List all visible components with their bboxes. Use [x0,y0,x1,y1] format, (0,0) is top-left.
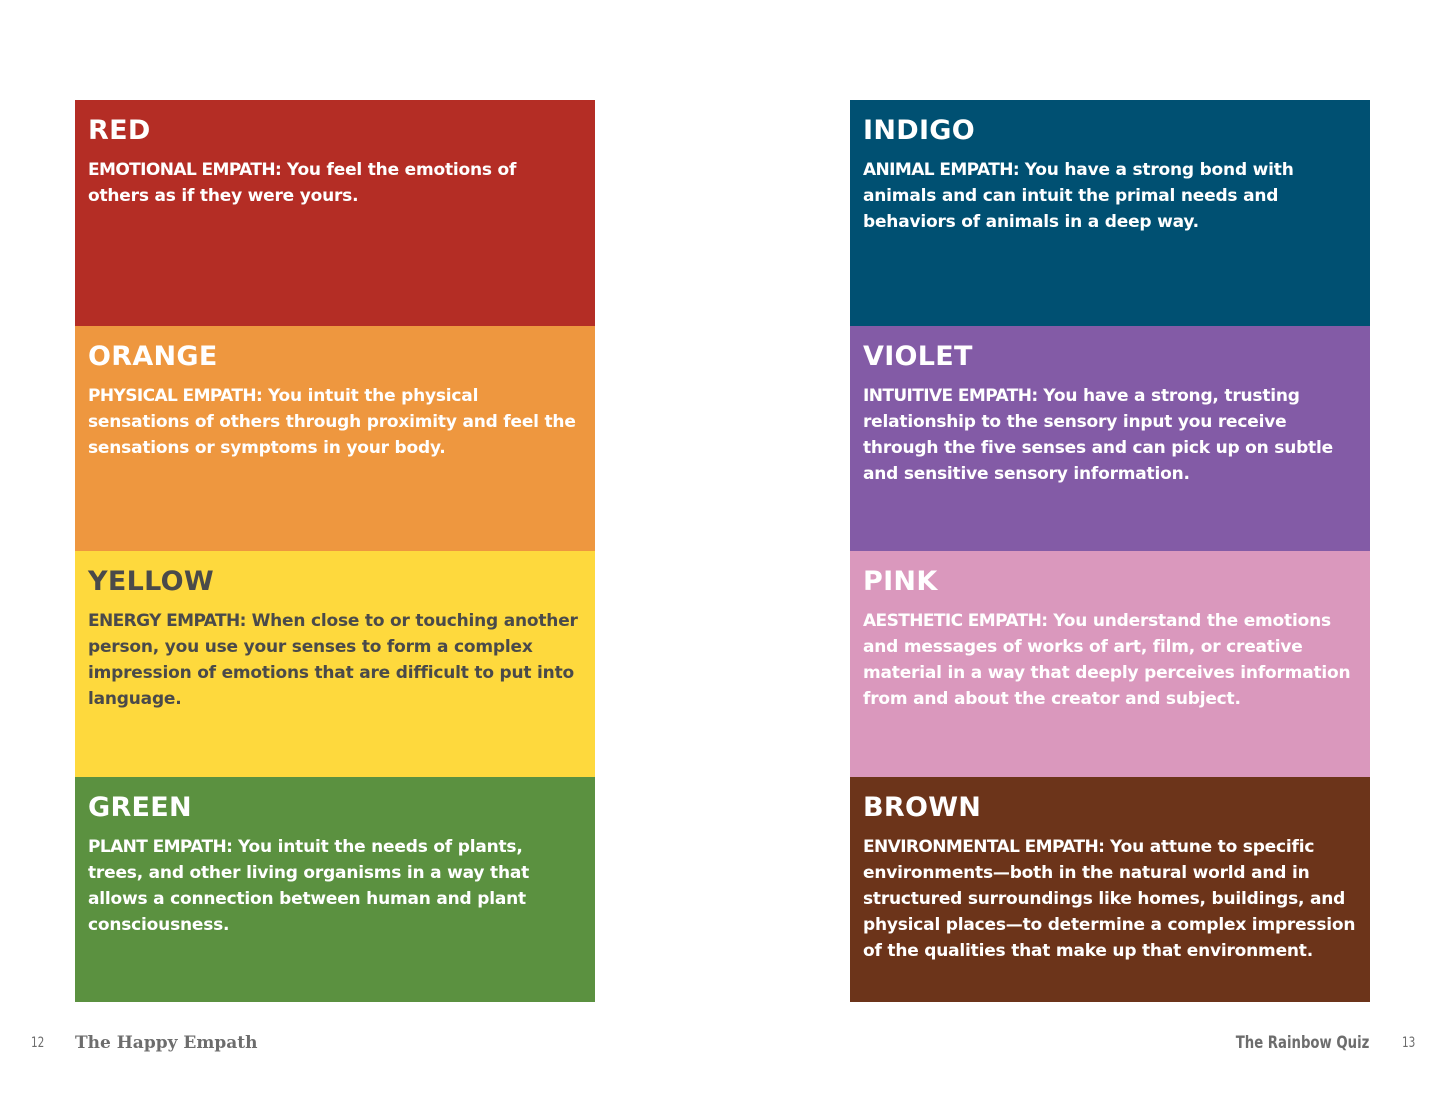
empath-type-label: INTUITIVE EMPATH: [863,385,1038,406]
block-description [863,834,1357,964]
left-page-column [75,100,595,1002]
color-block-violet [850,326,1370,552]
block-description [88,608,582,712]
empath-description: You feel the emotions of others as if they were yours. [88,160,517,206]
empath-type-label: ENVIRONMENTAL EMPATH: [863,836,1105,857]
empath-description: You attune to specific environments—both in the natural world and in structured surroundings like homes, buildings, and physical places—to determine a complex impression of the qualities that make up that environment. [863,836,1356,961]
empath-description: When close to or touching another person, you use your senses to form a complex impression of emotions that are difficult to put into language. [88,611,578,709]
color-block-yellow [75,551,595,777]
left-page-number: 12 [31,1035,45,1051]
color-block-red [75,100,595,326]
block-description [863,383,1357,487]
block-title: BROWN [863,791,982,823]
right-page-column [850,100,1370,1002]
color-block-pink [850,551,1370,777]
empath-description: You have a strong bond with animals and can intuit the primal needs and behaviors of animals in a deep way. [863,160,1294,232]
empath-type-label: ANIMAL EMPATH: [863,160,1020,180]
empath-type-label: AESTHETIC EMPATH: [863,611,1048,631]
empath-type-label: EMOTIONAL EMPATH: [88,160,282,180]
block-title: VIOLET [863,340,973,372]
block-title: PINK [863,566,938,597]
block-description [88,157,582,209]
color-block-brown [850,777,1370,1003]
empath-type-label: ENERGY EMPATH: [88,611,246,631]
right-page-number: 13 [1402,1035,1416,1051]
block-title: RED [88,115,151,146]
empath-type-label: PLANT EMPATH: [88,836,233,857]
empath-description: You understand the emotions and messages of works of art, film, or creative material in a way that deeply perceives information from and about the creator and subject. [863,611,1351,709]
book-title: The Happy Empath [75,1033,258,1053]
block-description [88,834,582,938]
block-title: ORANGE [88,340,218,372]
empath-description: You have a strong, trusting relationship to the sensory input you receive through the five senses and can pick up on subtle and sensitive sensory information. [863,385,1333,484]
empath-type-label: PHYSICAL EMPATH: [88,385,263,406]
color-block-indigo [850,100,1370,326]
block-description [863,157,1357,235]
block-description [88,383,582,461]
chapter-title: The Rainbow Quiz [1235,1033,1369,1053]
color-block-green [75,777,595,1003]
color-block-orange [75,326,595,552]
empath-description: You intuit the needs of plants, trees, and other living organisms in a way that allows a connection between human and plant consciousness. [88,836,530,935]
block-title: INDIGO [863,115,976,146]
block-title: YELLOW [88,566,214,597]
block-title: GREEN [88,791,192,823]
empath-description: You intuit the physical sensations of others through proximity and feel the sensations or symptoms in your body. [88,385,576,458]
block-description [863,608,1357,712]
